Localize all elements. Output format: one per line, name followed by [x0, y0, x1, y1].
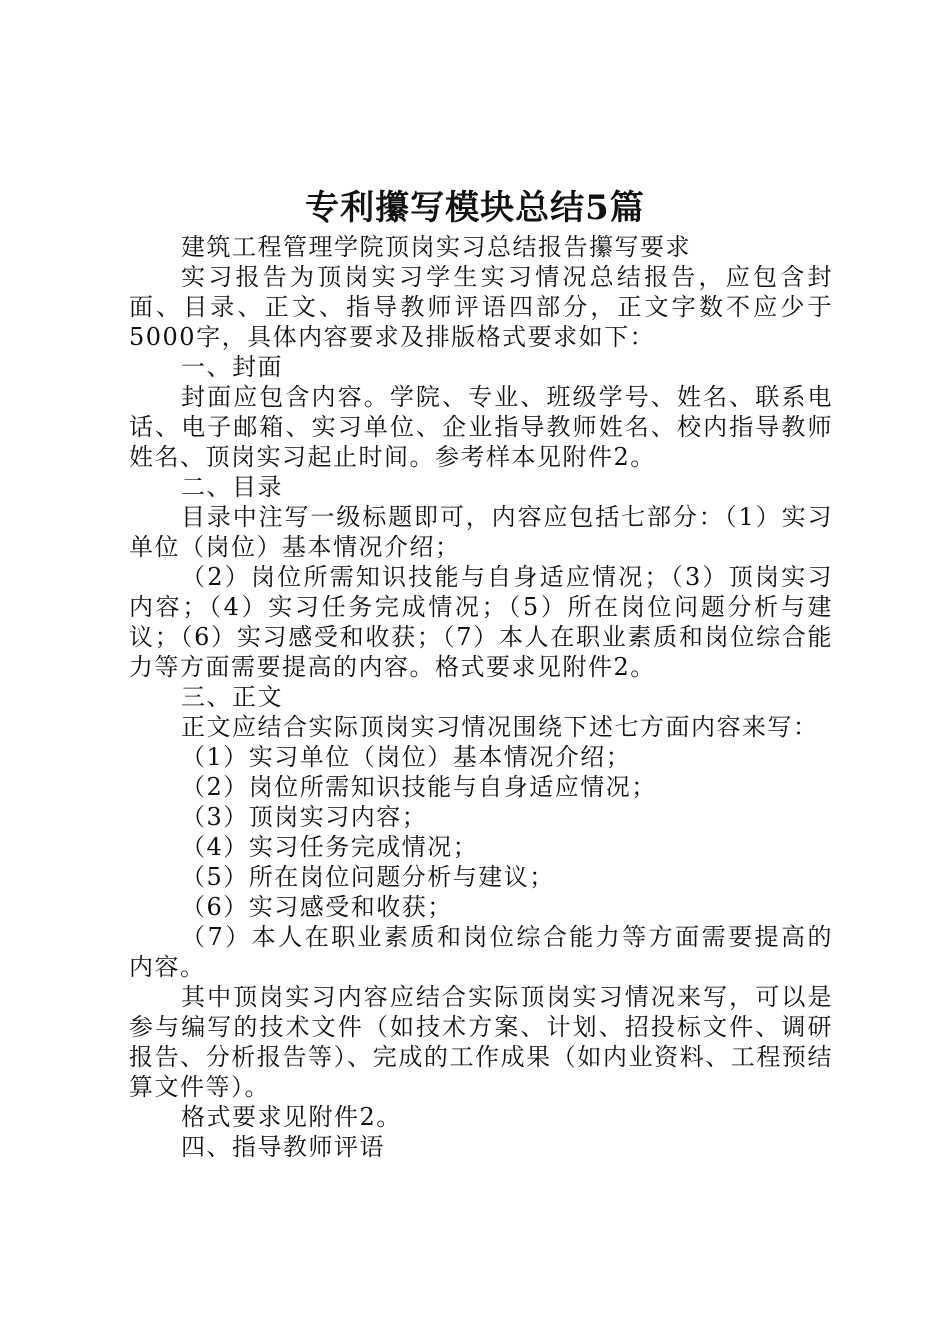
- section-heading-toc: 二、目录: [181, 473, 283, 501]
- cover-paragraph: 封面应包含内容。学院、专业、班级学号、姓名、联系电话、电子邮箱、实习单位、企业指导教师姓名、校内指导教师姓名、顶岗实习起止时间。参考样本见附件2。: [129, 383, 833, 471]
- list-item: （4）实习任务完成情况；: [181, 833, 479, 861]
- toc-paragraph: 目录中注写一级标题即可，内容应包括七部分：（1）实习单位（岗位）基本情况介绍；: [129, 503, 833, 561]
- intro-paragraph: 实习报告为顶岗实习学生实习情况总结报告，应包含封面、目录、正文、指导教师评语四部分，正文字数不应少于5000字，具体内容要求及排版格式要求如下：: [129, 263, 833, 351]
- document-title: 专利攥写模块总结5篇: [305, 188, 645, 228]
- list-item: （2）岗位所需知识技能与自身适应情况；: [181, 773, 657, 801]
- list-item: （5）所在岗位问题分析与建议；: [181, 863, 555, 891]
- list-item: （1）实习单位（岗位）基本情况介绍；: [181, 743, 632, 771]
- list-item: （7）本人在职业素质和岗位综合能力等方面需要提高的内容。: [129, 923, 833, 981]
- subtitle-paragraph: 建筑工程管理学院顶岗实习总结报告攥写要求: [181, 233, 691, 261]
- section-heading-body: 三、正文: [181, 683, 283, 711]
- section-heading-comments: 四、指导教师评语: [181, 1133, 385, 1161]
- content-detail-paragraph: 其中顶岗实习内容应结合实际顶岗实习情况来写，可以是参与编写的技术文件（如技术方案、计划、招投标文件、调研报告、分析报告等）、完成的工作成果（如内业资料、工程预结算文件等）。: [129, 983, 833, 1101]
- format-note-paragraph: 格式要求见附件2。: [181, 1103, 402, 1131]
- document-body: [129, 232, 833, 1162]
- toc-continued-paragraph: （2）岗位所需知识技能与自身适应情况；（3）顶岗实习内容；（4）实习任务完成情况；（5）所在岗位问题分析与建议；（6）实习感受和收获；（7）本人在职业素质和岗位综合能力等方面需要提高的内容。格式要求见附件2。: [129, 563, 833, 681]
- body-intro-paragraph: 正文应结合实际顶岗实习情况围绕下述七方面内容来写：: [181, 713, 819, 741]
- list-item: （3）顶岗实习内容；: [181, 803, 428, 831]
- section-heading-cover: 一、封面: [181, 353, 283, 381]
- list-item: （6）实习感受和收获；: [181, 893, 453, 921]
